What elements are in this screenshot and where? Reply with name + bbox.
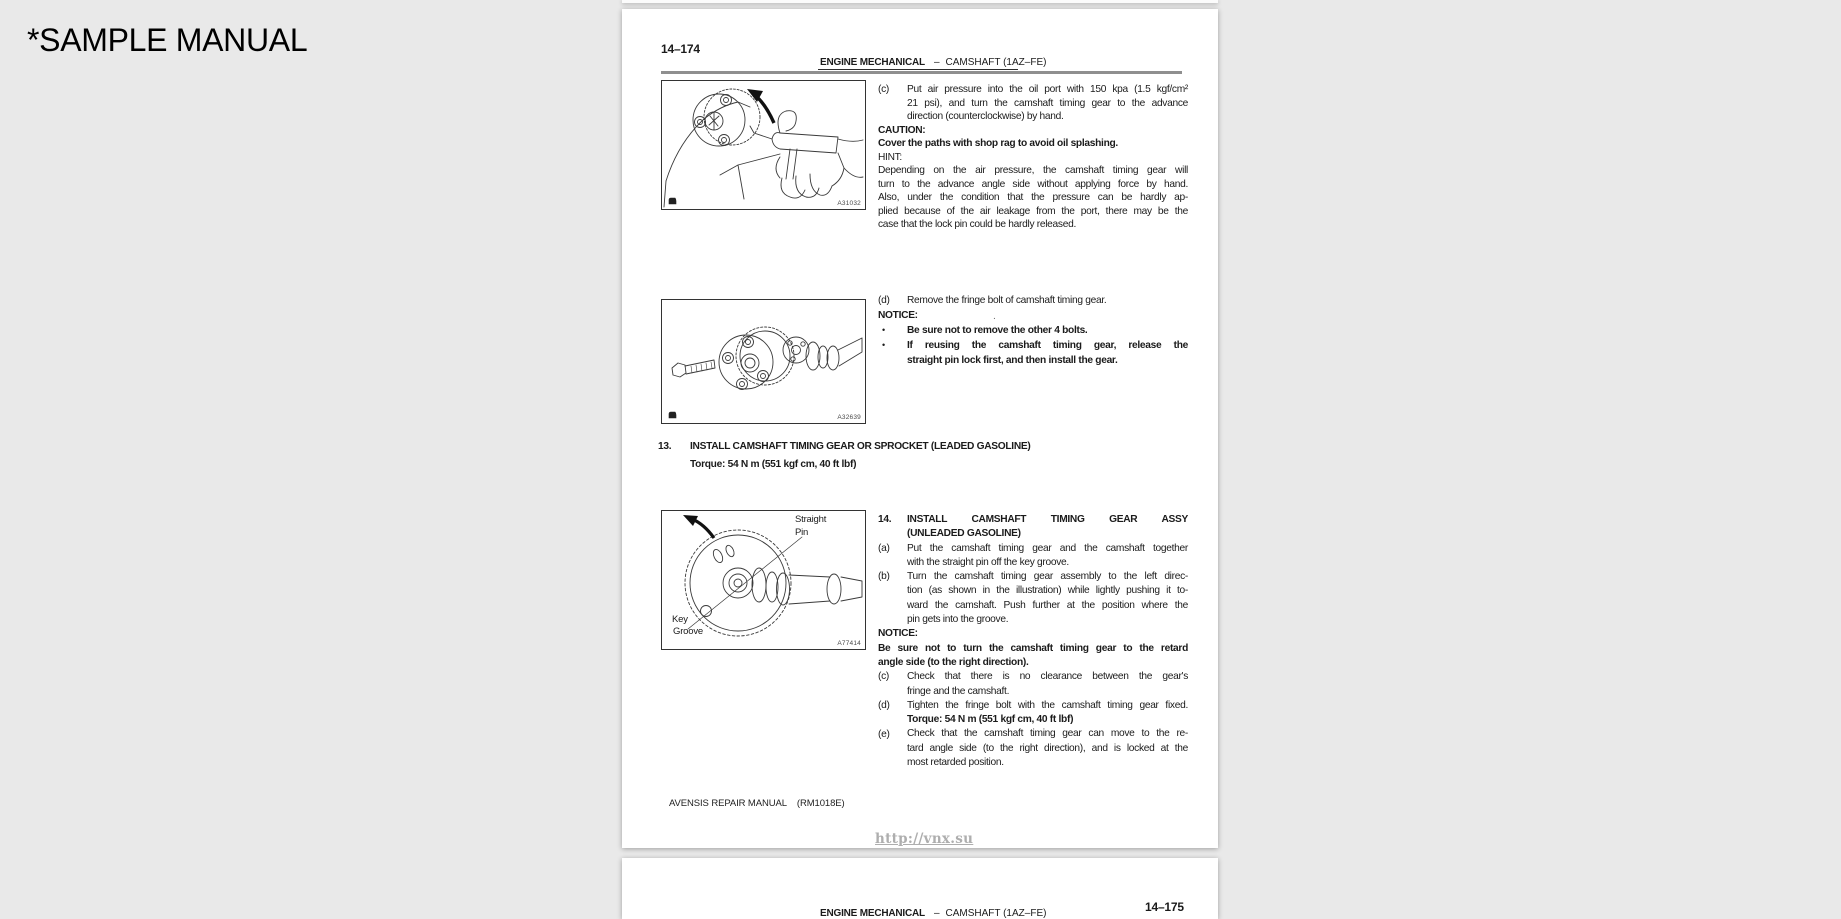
- hint-line: Depending on the air pressure, the camshaft timing gear will: [878, 165, 1188, 176]
- body-line: tard angle side (to the right direction), and is locked at the: [907, 742, 1188, 754]
- figure-stamp-icon: [668, 411, 677, 419]
- notice-bullet-line: If reusing the camshaft timing gear, release the: [907, 340, 1188, 351]
- page-footer: [669, 798, 845, 809]
- straight-pin-label-2: Pin: [795, 527, 809, 538]
- caution-label: CAUTION:: [878, 124, 926, 136]
- manual-code: (RM1018E): [796, 798, 845, 809]
- key-groove-label-2: Groove: [673, 626, 703, 637]
- header-subsection: CAMSHAFT (1AZ–FE): [945, 908, 1047, 919]
- page-header: [820, 908, 1046, 919]
- hint-line: Also, under the condition that the pressure can be hardly ap-: [878, 192, 1188, 203]
- body-line: Put the camshaft timing gear and the camshaft together: [907, 542, 1188, 554]
- notice-label: NOTICE:: [878, 310, 918, 321]
- step-14e-marker: (e): [878, 728, 890, 740]
- notice-bullet-line: straight pin lock first, and then install the gear.: [907, 355, 1118, 366]
- sample-manual-label: *SAMPLE MANUAL: [27, 22, 308, 58]
- step-c-block: [878, 83, 1188, 232]
- header-section: ENGINE MECHANICAL: [820, 908, 925, 919]
- scan-artifact-dot: .: [993, 311, 996, 322]
- bullet-icon: •: [882, 340, 885, 350]
- step-13-torque: Torque: 54 N m (551 kgf cm, 40 ft lbf): [690, 459, 857, 471]
- notice-bullet-line: Be sure not to remove the other 4 bolts.: [907, 325, 1088, 336]
- straight-pin-label: Straight: [795, 514, 827, 525]
- hint-line: plied because of the air leakage from the port, there may be the: [878, 205, 1188, 217]
- figure-code: A31032: [837, 200, 861, 207]
- body-line: with the straight pin off the key groove.: [907, 556, 1069, 568]
- body-line: Check that there is no clearance between the gear's: [907, 671, 1188, 683]
- body-line: Check that the camshaft timing gear can move to the re-: [907, 728, 1188, 740]
- exploded-view-drawing: [662, 300, 865, 423]
- header-rule: [661, 71, 1182, 74]
- notice-line: Be sure not to turn the camshaft timing gear to the retard: [878, 642, 1188, 654]
- figure-straight-pin-illustration: [661, 510, 866, 650]
- step-14c-marker: (c): [878, 671, 889, 683]
- step-14-block: [878, 513, 1188, 770]
- manual-page-175: [622, 858, 1218, 919]
- figure-stamp-icon: [668, 197, 677, 205]
- previous-page-bottom-edge: [622, 0, 1218, 3]
- figure-air-pressure-illustration: [661, 80, 866, 210]
- page-header: [820, 57, 1046, 68]
- torque-line: Torque: 54 N m (551 kgf cm, 40 ft lbf): [907, 714, 1074, 726]
- header-section: ENGINE MECHANICAL: [820, 57, 925, 68]
- step-14-number: 14.: [878, 514, 892, 525]
- step-14-title-line: (UNLEADED GASOLINE): [907, 528, 1021, 540]
- hint-label: HINT:: [878, 151, 902, 163]
- air-gun-drawing: [662, 81, 865, 209]
- body-line: fringe and the camshaft.: [907, 685, 1010, 697]
- step-14d-marker: (d): [878, 699, 890, 711]
- caution-text: Cover the paths with shop rag to avoid oil splashing.: [878, 138, 1118, 149]
- key-groove-label: Key: [672, 614, 688, 625]
- step-14b-marker: (b): [878, 571, 890, 583]
- manual-title: AVENSIS REPAIR MANUAL: [669, 798, 787, 809]
- step-14-title-line: INSTALL CAMSHAFT TIMING GEAR ASSY: [907, 514, 1188, 525]
- body-line: 21 psi), and turn the camshaft timing gear to the advance: [907, 97, 1188, 109]
- body-line: pin gets into the groove.: [907, 614, 1009, 626]
- figure-timing-gear-exploded-illustration: [661, 299, 866, 424]
- watermark-url: http://vnx.su: [875, 831, 974, 847]
- step-13-block: [658, 438, 1188, 474]
- body-line: most retarded position.: [907, 757, 1004, 769]
- body-line: Tighten the fringe bolt with the camshaft timing gear fixed.: [907, 699, 1188, 711]
- notice-label: NOTICE:: [878, 628, 918, 640]
- step-13-title: INSTALL CAMSHAFT TIMING GEAR OR SPROCKET (LEADED GASOLINE): [690, 441, 1031, 452]
- header-dash: –: [933, 57, 940, 68]
- step-d-marker: (d): [878, 295, 890, 306]
- page-number: 14–174: [661, 42, 700, 56]
- manual-page-174: [622, 9, 1218, 848]
- body-line: Put air pressure into the oil port with 150 kpa (1.5 kgf/cm²: [907, 84, 1188, 95]
- body-line: Remove the fringe bolt of camshaft timing gear.: [907, 295, 1107, 306]
- step-14a-marker: (a): [878, 542, 890, 554]
- hint-line: turn to the advance angle side without applying force by hand.: [878, 178, 1188, 190]
- body-line: ward the camshaft. Push further at the position where the: [907, 599, 1188, 611]
- header-subsection: CAMSHAFT (1AZ–FE): [945, 57, 1047, 68]
- bullet-icon: •: [882, 325, 885, 335]
- step-13-number: 13.: [658, 441, 672, 452]
- header-underline: [818, 69, 1018, 70]
- notice-line: angle side (to the right direction).: [878, 656, 1029, 668]
- figure-code: A77414: [837, 640, 861, 647]
- page-number: 14–175: [1145, 900, 1184, 914]
- body-line: direction (counterclockwise) by hand.: [907, 111, 1064, 122]
- step-d-block: [878, 293, 1188, 368]
- header-dash: –: [933, 908, 940, 919]
- body-line: tion (as shown in the illustration) while lightly pushing it to-: [907, 585, 1188, 597]
- step-c-marker: (c): [878, 84, 889, 95]
- hint-line: case that the lock pin could be hardly released.: [878, 219, 1076, 230]
- figure-code: A32639: [837, 414, 861, 421]
- body-line: Turn the camshaft timing gear assembly to the left direc-: [907, 571, 1188, 583]
